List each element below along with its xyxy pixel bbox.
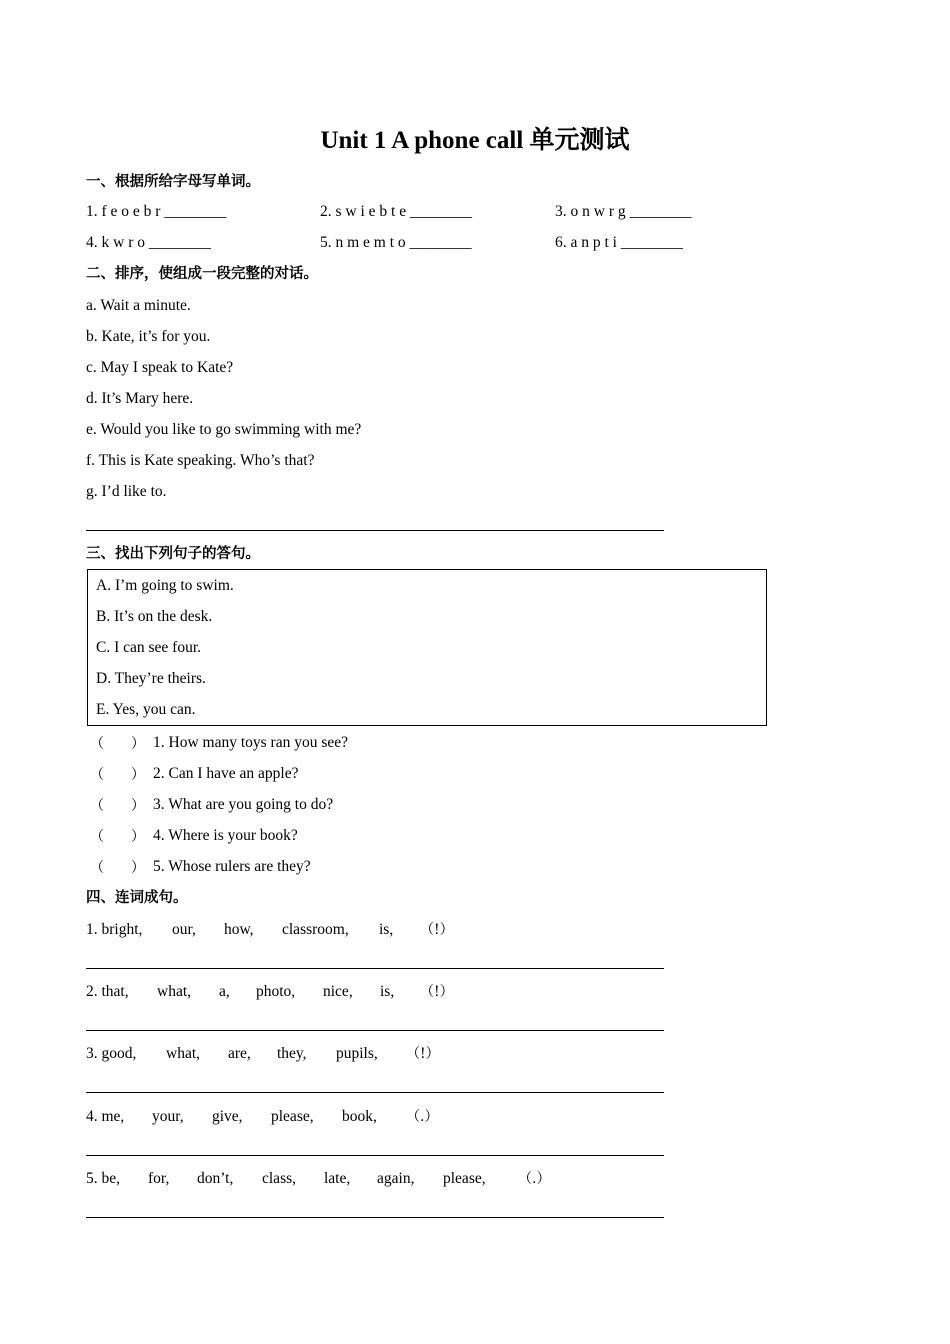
word: late, bbox=[324, 1170, 351, 1187]
answer-line-3[interactable] bbox=[86, 1092, 664, 1093]
option-e: E. Yes, you can. bbox=[96, 701, 196, 718]
answer-blank-close-2: ） bbox=[131, 767, 145, 783]
dialog-line-c: c. May I speak to Kate? bbox=[86, 359, 234, 376]
question-1: 1. How many toys ran you see? bbox=[153, 734, 348, 751]
section-4-heading: 四、连词成句。 bbox=[86, 890, 188, 906]
punctuation-hint: （!） bbox=[420, 984, 454, 1000]
word: book, bbox=[342, 1108, 377, 1125]
word: don’t, bbox=[197, 1170, 234, 1187]
punctuation-hint: （!） bbox=[406, 1046, 440, 1062]
punctuation-hint: （!） bbox=[420, 922, 454, 938]
word: 4. me, bbox=[86, 1108, 125, 1125]
option-d: D. They’re theirs. bbox=[96, 670, 206, 687]
dialog-line-a: a. Wait a minute. bbox=[86, 297, 191, 314]
word: photo, bbox=[256, 983, 296, 1000]
dialog-line-g: g. I’d like to. bbox=[86, 483, 167, 500]
word: 3. good, bbox=[86, 1045, 137, 1062]
option-a: A. I’m going to swim. bbox=[96, 577, 234, 594]
answer-blank-open-1: （ bbox=[90, 736, 104, 752]
answer-line-4[interactable] bbox=[86, 1155, 664, 1156]
word: they, bbox=[277, 1045, 307, 1062]
section-1-heading: 一、根据所给字母写单词。 bbox=[86, 174, 260, 190]
answer-blank-close-1: ） bbox=[131, 736, 145, 752]
word-item-3: 3. o n w r g ________ bbox=[555, 203, 692, 220]
word: 1. bright, bbox=[86, 921, 143, 938]
answer-blank-open-5: （ bbox=[90, 860, 104, 876]
word: again, bbox=[377, 1170, 415, 1187]
answer-blank-open-4: （ bbox=[90, 829, 104, 845]
word-item-2: 2. s w i e b t e ________ bbox=[320, 203, 472, 220]
word-item-4: 4. k w r o ________ bbox=[86, 234, 211, 251]
word: classroom, bbox=[282, 921, 349, 938]
dialog-line-b: b. Kate, it’s for you. bbox=[86, 328, 211, 345]
punctuation-hint: （.） bbox=[518, 1171, 551, 1187]
dialog-line-e: e. Would you like to go swimming with me? bbox=[86, 421, 362, 438]
answer-line-5[interactable] bbox=[86, 1217, 664, 1218]
word-item-1: 1. f e o e b r ________ bbox=[86, 203, 227, 220]
word: nice, bbox=[323, 983, 353, 1000]
word: what, bbox=[166, 1045, 201, 1062]
word: a, bbox=[219, 983, 230, 1000]
word: our, bbox=[172, 921, 196, 938]
answer-blank-close-5: ） bbox=[131, 860, 145, 876]
dialog-line-d: d. It’s Mary here. bbox=[86, 390, 194, 407]
dialog-line-f: f. This is Kate speaking. Who’s that? bbox=[86, 452, 315, 469]
section-2-heading: 二、排序，使组成一段完整的对话。 bbox=[86, 266, 318, 282]
word: how, bbox=[224, 921, 254, 938]
word-item-5: 5. n m e m t o ________ bbox=[320, 234, 472, 251]
answer-blank-open-3: （ bbox=[90, 798, 104, 814]
answer-line-1[interactable] bbox=[86, 968, 664, 969]
answer-line-order[interactable] bbox=[86, 530, 664, 531]
answer-blank-close-4: ） bbox=[131, 829, 145, 845]
word-item-6: 6. a n p t i ________ bbox=[555, 234, 683, 251]
word: what, bbox=[157, 983, 192, 1000]
word: 5. be, bbox=[86, 1170, 121, 1187]
word: your, bbox=[152, 1108, 184, 1125]
answer-line-2[interactable] bbox=[86, 1030, 664, 1031]
question-4: 4. Where is your book? bbox=[153, 827, 298, 844]
answer-blank-open-2: （ bbox=[90, 767, 104, 783]
answer-blank-close-3: ） bbox=[131, 798, 145, 814]
word: class, bbox=[262, 1170, 297, 1187]
question-2: 2. Can I have an apple? bbox=[153, 765, 299, 782]
punctuation-hint: （.） bbox=[406, 1109, 439, 1125]
word: 2. that, bbox=[86, 983, 129, 1000]
question-3: 3. What are you going to do? bbox=[153, 796, 334, 813]
option-c: C. I can see four. bbox=[96, 639, 202, 656]
word: for, bbox=[148, 1170, 170, 1187]
question-5: 5. Whose rulers are they? bbox=[153, 858, 311, 875]
word: give, bbox=[212, 1108, 243, 1125]
word: please, bbox=[271, 1108, 314, 1125]
option-b: B. It’s on the desk. bbox=[96, 608, 213, 625]
word: are, bbox=[228, 1045, 251, 1062]
word: is, bbox=[379, 921, 394, 938]
word: is, bbox=[380, 983, 395, 1000]
page-title: Unit 1 A phone call 单元测试 bbox=[320, 127, 630, 154]
word: please, bbox=[443, 1170, 486, 1187]
section-3-heading: 三、找出下列句子的答句。 bbox=[86, 546, 260, 562]
word: pupils, bbox=[336, 1045, 378, 1062]
